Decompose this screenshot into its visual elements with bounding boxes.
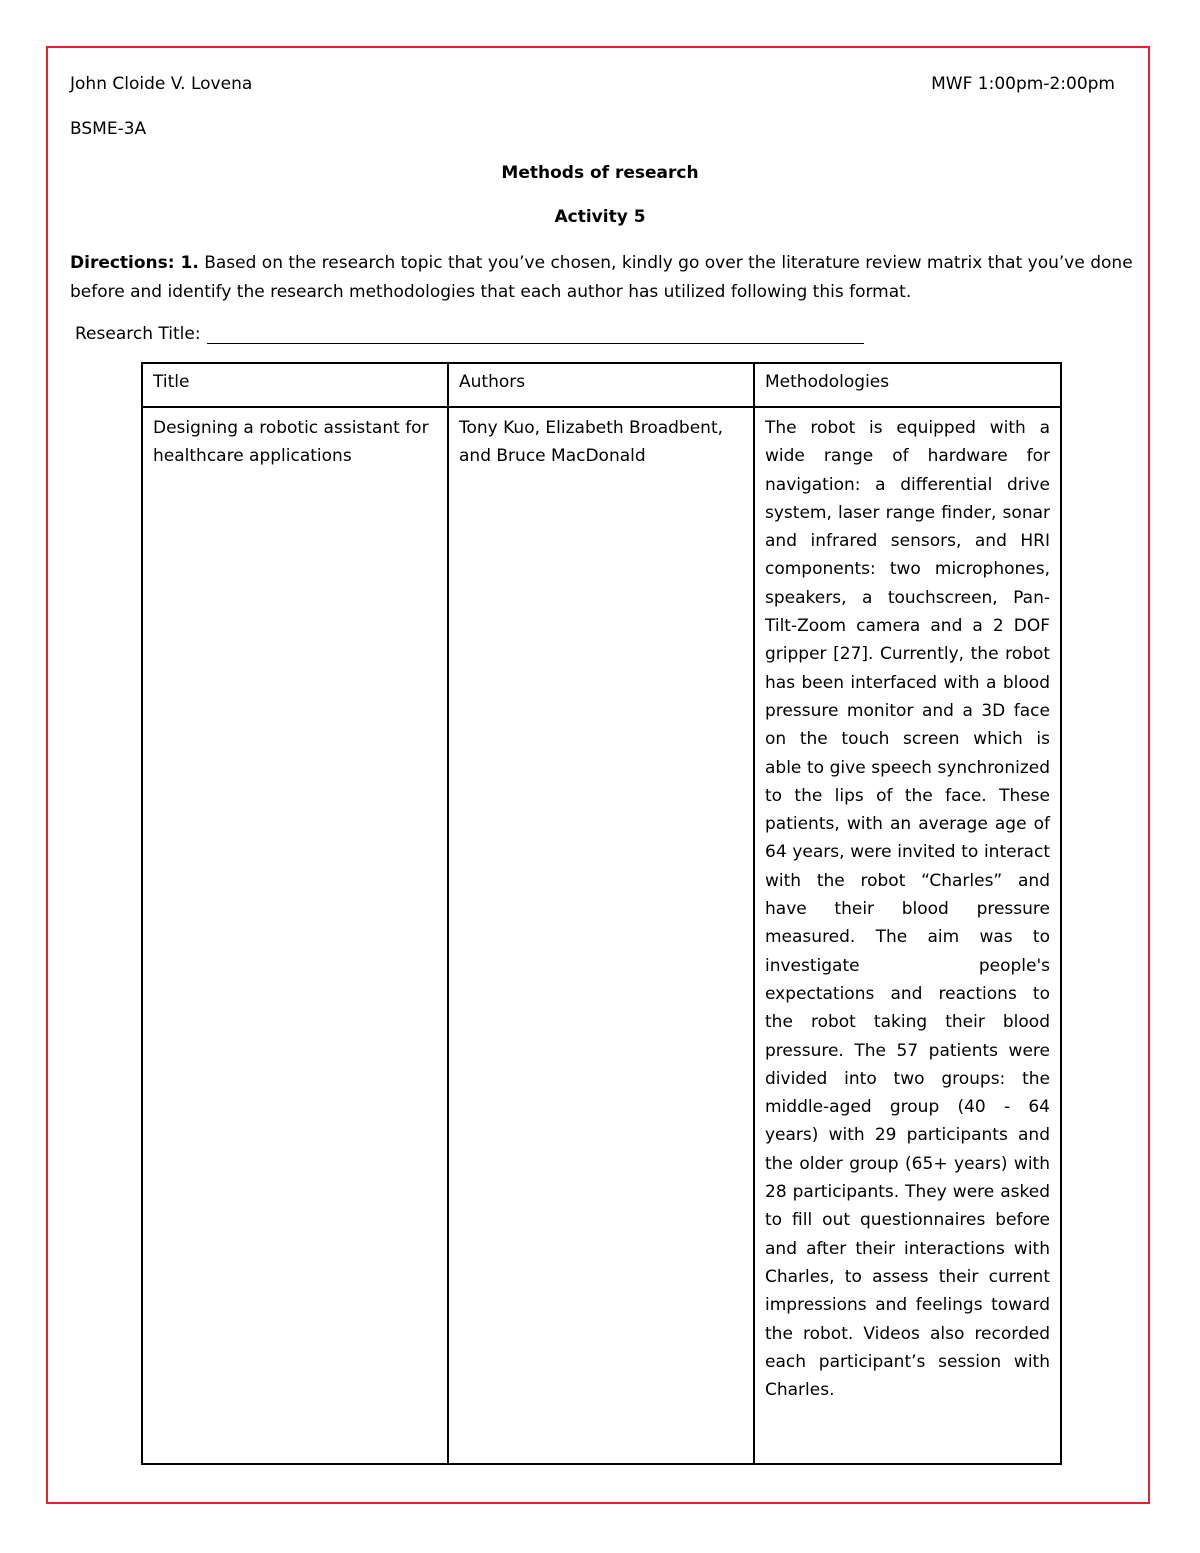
column-header-title: Title (142, 363, 448, 407)
directions-label: Directions: 1. (70, 253, 199, 273)
cell-title: Designing a robotic assistant for healthcare applications (142, 407, 448, 1464)
column-header-methodologies: Methodologies (754, 363, 1061, 407)
student-section: BSME-3A (70, 119, 147, 139)
directions-text: Based on the research topic that you’ve chosen, kindly go over the literature review matrix that you’ve done before and identify the research methodologies that each author has utilized following this format. (70, 253, 1133, 302)
research-title-blank[interactable] (207, 343, 864, 344)
column-header-authors: Authors (448, 363, 754, 407)
document-title: Methods of research (501, 163, 699, 183)
table-row (142, 407, 1061, 1464)
cell-methodologies: The robot is equipped with a wide range of hardware for navigation: a differential drive system, laser range finder, sonar and infrared sensors, and HRI components: two microphones, speakers, a touchscreen, Pan-Tilt-Zoom camera and a 2 DOF gripper [27]. Currently, the robot has been interfaced with a blood pressure monitor and a 3D face on the touch screen which is able to give speech synchronized to the lips of the face. These patients, with an average age of 64 years, were invited to interact with the robot “Charles” and have their blood pressure measured. The aim was to investigate people's expectations and reactions to the robot taking their blood pressure. The 57 patients were divided into two groups: the middle-aged group (40 - 64 years) with 29 participants and the older group (65+ years) with 28 participants. They were asked to fill out questionnaires before and after their interactions with Charles, to assess their current impressions and feelings toward the robot. Videos also recorded each participant’s session with Charles. (754, 407, 1061, 1464)
activity-title: Activity 5 (554, 207, 646, 227)
directions-paragraph (70, 249, 1135, 307)
methodology-matrix (141, 362, 1062, 1465)
student-name: John Cloide V. Lovena (70, 74, 253, 94)
research-title-label: Research Title: (75, 324, 201, 344)
table-header-row (142, 363, 1061, 407)
class-schedule: MWF 1:00pm-2:00pm (931, 74, 1115, 94)
cell-authors: Tony Kuo, Elizabeth Broadbent, and Bruce MacDonald (448, 407, 754, 1464)
